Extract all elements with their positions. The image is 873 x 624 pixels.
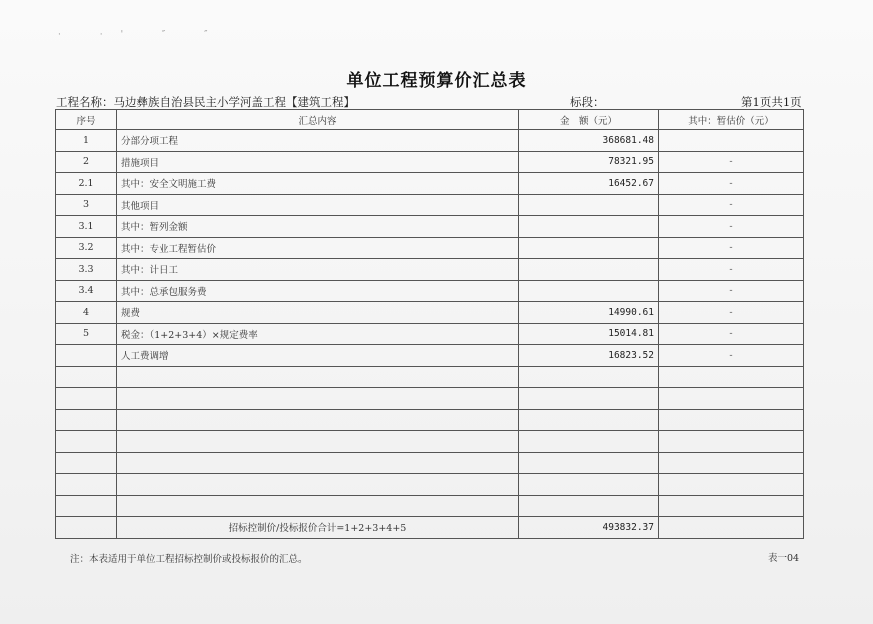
row-no: 2 [56,151,117,173]
row-content: 其中：计日工 [117,259,519,281]
total-no [56,517,117,539]
total-provisional [659,517,804,539]
table-row [56,474,804,496]
row-content: 其中：总承包服务费 [117,280,519,302]
row-amount [519,216,659,238]
header-no: 序号 [56,110,117,130]
row-content: 其中：安全文明施工费 [117,173,519,195]
row-content: 税金：（1+2+3+4）×规定费率 [117,323,519,345]
row-amount [519,366,659,388]
row-amount [519,474,659,496]
document-title: 单位工程预算价汇总表 [346,71,527,91]
scan-artifacts: · ·' ″ ″ [58,30,226,40]
row-amount [519,388,659,410]
row-provisional [659,409,804,431]
project-label: 工程名称： [56,95,114,109]
row-amount [519,237,659,259]
row-provisional: - [659,173,804,195]
row-content [117,388,519,410]
row-content [117,452,519,474]
row-no [56,495,117,517]
form-code: 表一04 [768,553,800,564]
header-amount: 金 额（元） [519,110,659,130]
row-content: 规费 [117,302,519,324]
row-provisional: - [659,151,804,173]
table-row [56,280,804,302]
row-provisional: - [659,216,804,238]
table-row [56,194,804,216]
budget-summary-table [55,109,804,539]
table-row [56,409,804,431]
row-amount [519,431,659,453]
row-amount: 16452.67 [519,173,659,195]
row-no: 4 [56,302,117,324]
table-row [56,130,804,152]
row-provisional [659,452,804,474]
table-row [56,259,804,281]
row-provisional: - [659,345,804,367]
row-amount [519,194,659,216]
row-amount: 14990.61 [519,302,659,324]
header-content: 汇总内容 [117,110,519,130]
table-header-row [56,110,804,130]
table-row [56,216,804,238]
row-provisional [659,130,804,152]
table-row [56,388,804,410]
row-no: 3 [56,194,117,216]
total-amount: 493832.37 [519,517,659,539]
row-no [56,431,117,453]
row-no [56,409,117,431]
table-row [56,431,804,453]
row-content: 措施项目 [117,151,519,173]
row-content [117,409,519,431]
row-content: 其他项目 [117,194,519,216]
row-provisional: - [659,194,804,216]
row-no [56,366,117,388]
table-row [56,173,804,195]
section-label: 标段： [570,95,605,109]
row-amount: 16823.52 [519,345,659,367]
row-amount [519,495,659,517]
row-no: 1 [56,130,117,152]
table-row [56,237,804,259]
row-amount [519,259,659,281]
row-provisional: - [659,259,804,281]
row-amount: 15014.81 [519,323,659,345]
row-content: 人工费调增 [117,345,519,367]
row-no: 3.4 [56,280,117,302]
total-label: 招标控制价/投标报价合计=1+2+3+4+5 [117,517,519,539]
row-no: 2.1 [56,173,117,195]
row-content [117,474,519,496]
row-amount: 78321.95 [519,151,659,173]
row-content: 其中：暂列金额 [117,216,519,238]
row-content [117,431,519,453]
table-row [56,366,804,388]
row-no [56,474,117,496]
page-info: 第1页共1页 [741,95,802,109]
row-amount: 368681.48 [519,130,659,152]
project-name-value: 马边彝族自治县民主小学河盖工程【建筑工程】 [113,95,355,109]
row-no [56,388,117,410]
row-amount [519,452,659,474]
row-provisional: - [659,237,804,259]
row-content [117,495,519,517]
row-provisional [659,388,804,410]
table-row [56,452,804,474]
row-no: 5 [56,323,117,345]
row-provisional: - [659,280,804,302]
row-amount [519,409,659,431]
table-row [56,323,804,345]
row-provisional: - [659,302,804,324]
row-provisional [659,366,804,388]
row-provisional [659,495,804,517]
row-no: 3.1 [56,216,117,238]
table-row [56,302,804,324]
table-row [56,345,804,367]
project-name [56,94,355,110]
footnote: 注：本表适用于单位工程招标控制价或投标报价的汇总。 [70,554,308,565]
row-content [117,366,519,388]
row-provisional [659,431,804,453]
row-content: 分部分项工程 [117,130,519,152]
row-content: 其中：专业工程暂估价 [117,237,519,259]
row-no [56,452,117,474]
row-provisional: - [659,323,804,345]
row-provisional [659,474,804,496]
total-row [56,517,804,539]
row-no: 3.3 [56,259,117,281]
row-no: 3.2 [56,237,117,259]
table-row [56,495,804,517]
header-provisional: 其中：暂估价（元） [659,110,804,130]
row-no [56,345,117,367]
table-row [56,151,804,173]
row-amount [519,280,659,302]
